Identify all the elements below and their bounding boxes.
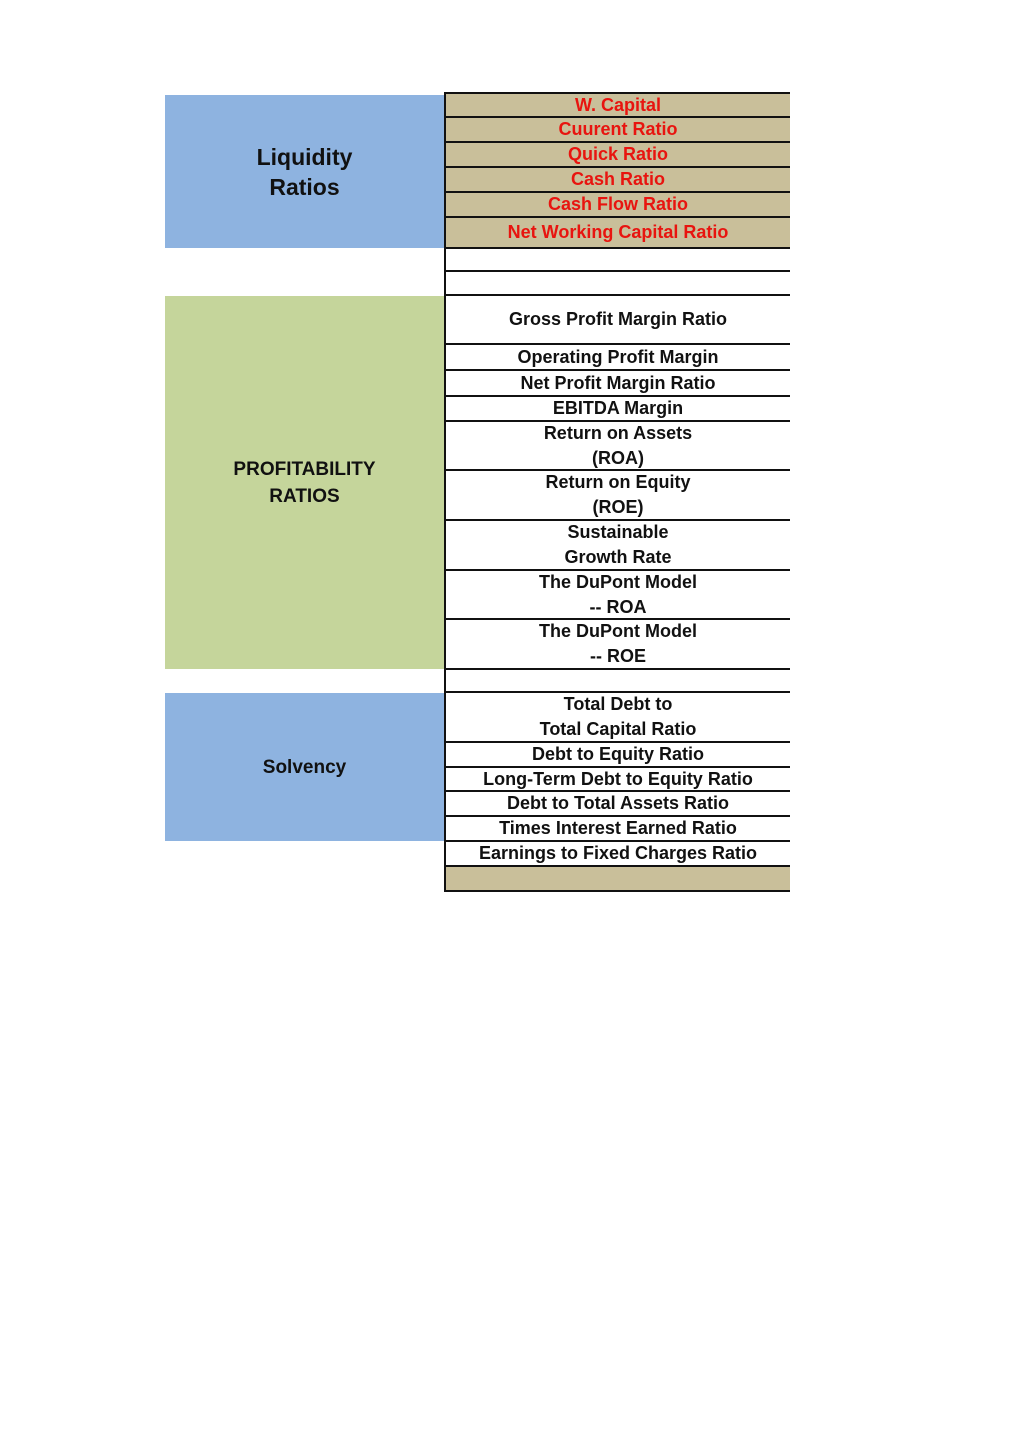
ratio-dupont-roa: The DuPont Model -- ROA [444,571,790,620]
ratio-net-profit-margin: Net Profit Margin Ratio [444,371,790,397]
ratio-quick: Quick Ratio [444,143,790,168]
ratio-gross-profit-margin: Gross Profit Margin Ratio [444,296,790,345]
ratio-long-term-debt-to-equity: Long-Term Debt to Equity Ratio [444,768,790,792]
ratio-operating-profit-margin: Operating Profit Margin [444,345,790,371]
ratio-ebitda-margin: EBITDA Margin [444,397,790,422]
ratio-cash: Cash Ratio [444,168,790,193]
ratio-total-debt-to-capital: Total Debt to Total Capital Ratio [444,693,790,743]
profitability-title: PROFITABILITY RATIOS [233,458,376,507]
profitability-category [165,296,444,669]
solvency-title: Solvency [262,756,347,778]
empty-row [444,272,790,296]
ratio-debt-to-equity: Debt to Equity Ratio [444,743,790,768]
ratio-times-interest-earned: Times Interest Earned Ratio [444,817,790,842]
ratio-return-on-assets: Return on Assets (ROA) [444,422,790,471]
ratio-current: Cuurent Ratio [444,118,790,143]
solvency-category [165,693,444,841]
ratio-dupont-roe: The DuPont Model -- ROE [444,620,790,670]
empty-row [444,670,790,693]
liquidity-category [165,95,444,248]
ratio-debt-to-total-assets: Debt to Total Assets Ratio [444,792,790,817]
ratio-sustainable-growth: Sustainable Growth Rate [444,521,790,571]
ratio-earnings-to-fixed-charges: Earnings to Fixed Charges Ratio [444,842,790,867]
ratio-return-on-equity: Return on Equity (ROE) [444,471,790,521]
empty-row [444,249,790,272]
liquidity-title: Liquidity Ratios [256,143,353,200]
ratio-net-working-capital: Net Working Capital Ratio [444,218,790,249]
empty-highlight-row [444,867,790,892]
ratio-w-capital: W. Capital [444,92,790,118]
ratio-cash-flow: Cash Flow Ratio [444,193,790,218]
